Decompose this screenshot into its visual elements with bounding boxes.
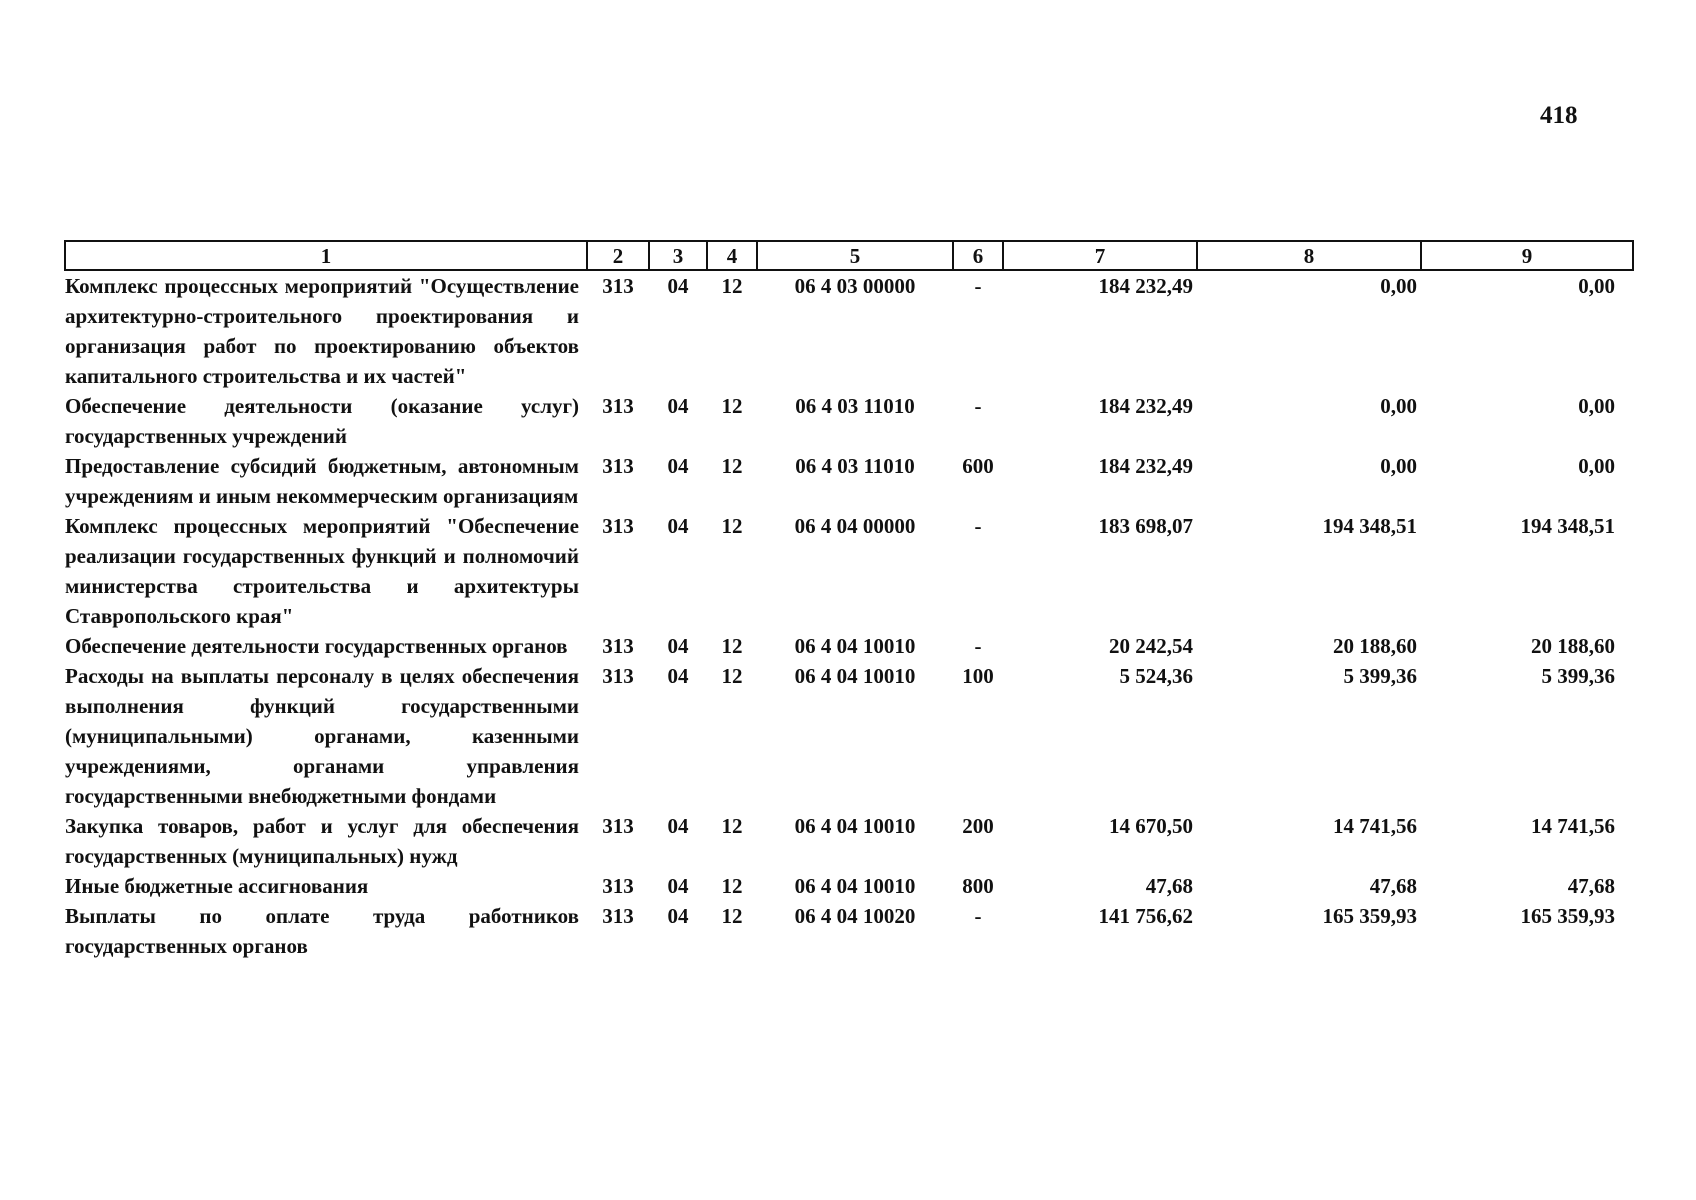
- row-subsection-code: 12: [721, 874, 743, 898]
- row-section-code: 04: [667, 814, 689, 838]
- row-amount-col8: 194 348,51: [1322, 514, 1417, 538]
- table-row: [65, 511, 1633, 631]
- row-section-code: 04: [667, 274, 689, 298]
- header-cell-5: 5: [757, 241, 953, 270]
- row-expense-type: -: [974, 274, 982, 298]
- row-section-code: 04: [667, 904, 689, 928]
- header-row: [65, 241, 1633, 270]
- row-amount-col7: 184 232,49: [1098, 274, 1193, 298]
- row-expense-type: -: [974, 394, 982, 418]
- row-expense-type: 200: [962, 814, 994, 838]
- row-amount-col9: 0,00: [1578, 274, 1615, 298]
- row-section-code: 04: [667, 394, 689, 418]
- row-section-code: 04: [667, 454, 689, 478]
- row-target-article: 06 4 04 10010: [794, 874, 916, 898]
- row-amount-col8: 165 359,93: [1322, 904, 1417, 928]
- row-subsection-code: 12: [721, 394, 743, 418]
- table-row: [65, 661, 1633, 811]
- row-ministry-code: 313: [602, 634, 634, 658]
- row-expense-type: -: [974, 634, 982, 658]
- row-amount-col9: 194 348,51: [1520, 514, 1615, 538]
- row-ministry-code: 313: [602, 394, 634, 418]
- table-row: [65, 871, 1633, 901]
- table-row: [65, 270, 1633, 391]
- row-subsection-code: 12: [721, 634, 743, 658]
- row-amount-col8: 14 741,56: [1333, 814, 1417, 838]
- row-amount-col9: 5 399,36: [1541, 664, 1615, 688]
- row-amount-col7: 20 242,54: [1109, 634, 1193, 658]
- row-subsection-code: 12: [721, 664, 743, 688]
- table-row: [65, 631, 1633, 661]
- header-cell-8: 8: [1197, 241, 1421, 270]
- row-amount-col8: 0,00: [1380, 454, 1417, 478]
- table-row: [65, 901, 1633, 961]
- row-ministry-code: 313: [602, 664, 634, 688]
- row-name: Комплекс процессных мероприятий "Обеспечение реализации государственных функций и полномочий министерства строительства и архитектуры Ставропольского края": [65, 514, 579, 628]
- row-target-article: 06 4 04 10020: [794, 904, 916, 928]
- row-expense-type: 600: [962, 454, 994, 478]
- row-amount-col7: 14 670,50: [1109, 814, 1193, 838]
- row-amount-col7: 184 232,49: [1098, 454, 1193, 478]
- table-row: [65, 811, 1633, 871]
- row-subsection-code: 12: [721, 904, 743, 928]
- row-name: Расходы на выплаты персоналу в целях обеспечения выполнения функций государственными (муниципальными) органами, казенными учреждениями, органами управления государственными внебюджетными фондами: [65, 664, 579, 808]
- row-name: Выплаты по оплате труда работников государственных органов: [65, 904, 579, 958]
- row-amount-col8: 0,00: [1380, 274, 1417, 298]
- row-ministry-code: 313: [602, 814, 634, 838]
- row-amount-col9: 47,68: [1567, 874, 1615, 898]
- header-cell-2: 2: [587, 241, 649, 270]
- row-ministry-code: 313: [602, 274, 634, 298]
- row-section-code: 04: [667, 664, 689, 688]
- row-section-code: 04: [667, 634, 689, 658]
- row-name: Закупка товаров, работ и услуг для обеспечения государственных (муниципальных) нужд: [65, 814, 579, 868]
- row-name: Иные бюджетные ассигнования: [65, 874, 369, 898]
- row-subsection-code: 12: [721, 514, 743, 538]
- row-ministry-code: 313: [602, 454, 634, 478]
- table-body: [65, 270, 1633, 961]
- row-amount-col8: 20 188,60: [1333, 634, 1417, 658]
- row-amount-col9: 20 188,60: [1531, 634, 1615, 658]
- header-cell-3: 3: [649, 241, 707, 270]
- row-section-code: 04: [667, 514, 689, 538]
- header-cell-6: 6: [953, 241, 1003, 270]
- page-number: 418: [1540, 102, 1578, 129]
- row-subsection-code: 12: [721, 814, 743, 838]
- row-amount-col9: 165 359,93: [1520, 904, 1615, 928]
- row-name: Обеспечение деятельности (оказание услуг) государственных учреждений: [65, 394, 579, 448]
- header-cell-9: 9: [1421, 241, 1633, 270]
- row-target-article: 06 4 03 11010: [795, 454, 915, 478]
- row-amount-col8: 0,00: [1380, 394, 1417, 418]
- row-amount-col7: 183 698,07: [1098, 514, 1193, 538]
- row-target-article: 06 4 04 10010: [794, 634, 916, 658]
- row-amount-col7: 141 756,62: [1098, 904, 1193, 928]
- row-target-article: 06 4 03 00000: [794, 274, 916, 298]
- row-expense-type: -: [974, 904, 982, 928]
- row-subsection-code: 12: [721, 454, 743, 478]
- table-header: [65, 241, 1633, 270]
- row-amount-col9: 0,00: [1578, 394, 1615, 418]
- row-name: Комплекс процессных мероприятий "Осуществление архитектурно-строительного проектирования и организация работ по проектированию объектов капитального строительства и их частей": [65, 274, 579, 388]
- row-target-article: 06 4 04 00000: [794, 514, 916, 538]
- row-ministry-code: 313: [602, 904, 634, 928]
- table-row: [65, 391, 1633, 451]
- row-target-article: 06 4 04 10010: [794, 664, 916, 688]
- row-amount-col8: 47,68: [1369, 874, 1417, 898]
- row-amount-col7: 47,68: [1145, 874, 1193, 898]
- table-row: [65, 451, 1633, 511]
- row-target-article: 06 4 04 10010: [794, 814, 916, 838]
- row-amount-col9: 0,00: [1578, 454, 1615, 478]
- row-amount-col9: 14 741,56: [1531, 814, 1615, 838]
- row-ministry-code: 313: [602, 874, 634, 898]
- row-amount-col8: 5 399,36: [1343, 664, 1417, 688]
- row-amount-col7: 184 232,49: [1098, 394, 1193, 418]
- header-cell-7: 7: [1003, 241, 1197, 270]
- header-cell-1: 1: [65, 241, 587, 270]
- header-cell-4: 4: [707, 241, 757, 270]
- row-target-article: 06 4 03 11010: [795, 394, 915, 418]
- row-name: Предоставление субсидий бюджетным, автономным учреждениям и иным некоммерческим организациям: [65, 454, 579, 508]
- row-name: Обеспечение деятельности государственных органов: [65, 634, 568, 658]
- row-expense-type: 800: [962, 874, 994, 898]
- row-expense-type: 100: [962, 664, 994, 688]
- budget-table: [64, 240, 1634, 961]
- row-subsection-code: 12: [721, 274, 743, 298]
- row-ministry-code: 313: [602, 514, 634, 538]
- row-expense-type: -: [974, 514, 982, 538]
- row-amount-col7: 5 524,36: [1119, 664, 1193, 688]
- row-section-code: 04: [667, 874, 689, 898]
